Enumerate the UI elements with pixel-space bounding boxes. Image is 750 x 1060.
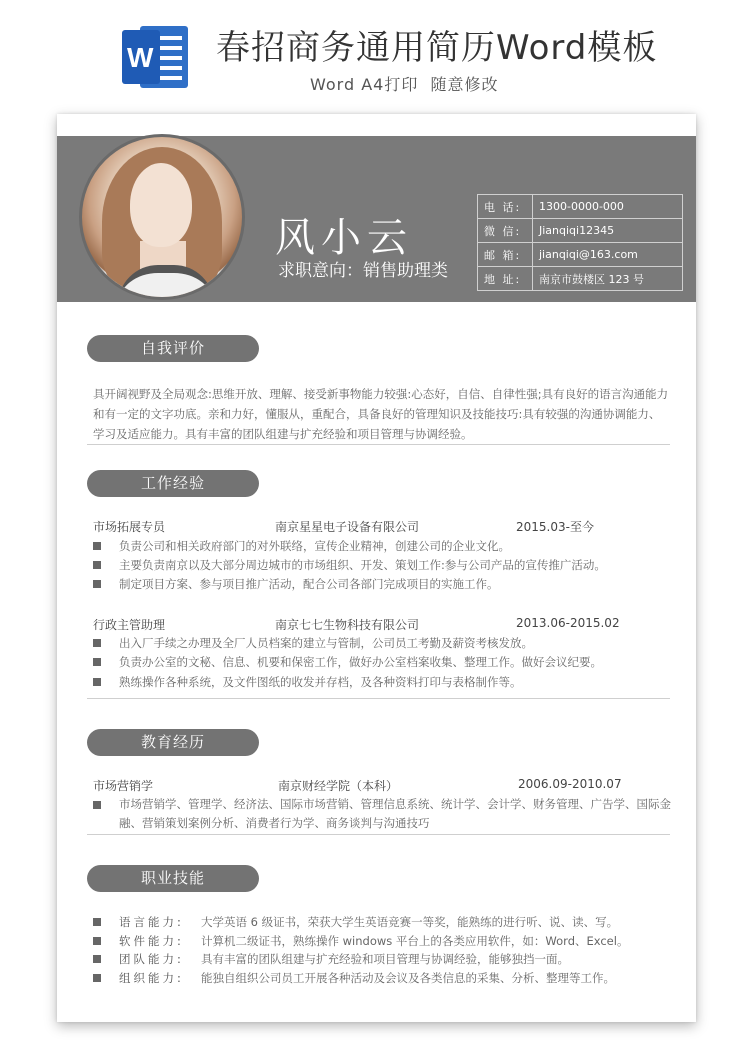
contact-value: 1300-0000-000 bbox=[533, 195, 683, 219]
contact-label: 微 信: bbox=[478, 219, 533, 243]
list-item bbox=[93, 795, 673, 833]
profile-photo bbox=[79, 134, 245, 300]
job-intent-value: 销售助理类 bbox=[363, 261, 448, 281]
skill-value: 能独自组织公司员工开展各种活动及会议及各类信息的采集、分析、整理等工作。 bbox=[201, 971, 615, 985]
divider bbox=[87, 698, 670, 699]
contact-value: jianqiqi@163.com bbox=[533, 243, 683, 267]
section-title-self-eval: 自我评价 bbox=[87, 335, 259, 362]
banner-subtitle bbox=[310, 72, 504, 95]
bullet-square-icon bbox=[93, 801, 101, 809]
contact-row-email bbox=[478, 243, 683, 267]
contact-row-wechat bbox=[478, 219, 683, 243]
education-major: 市场营销学 bbox=[93, 779, 154, 793]
contact-label: 电 话: bbox=[478, 195, 533, 219]
logo-letter: W bbox=[127, 42, 154, 73]
skill-label: 软件能力: bbox=[119, 934, 184, 948]
skill-label: 团队能力: bbox=[119, 952, 184, 966]
job-intent bbox=[278, 256, 448, 281]
section-title-work: 工作经验 bbox=[87, 470, 259, 497]
bullet-square-icon bbox=[93, 955, 101, 963]
bullet-square-icon bbox=[93, 974, 101, 982]
education-period: 2006.09-2010.07 bbox=[518, 777, 622, 791]
job-intent-label: 求职意向： bbox=[278, 261, 363, 281]
word-logo-icon bbox=[122, 22, 190, 92]
contact-value: Jianqiqi12345 bbox=[533, 219, 683, 243]
job-company: 南京七七生物科技有限公司 bbox=[275, 618, 420, 632]
self-eval-text: 具开阔视野及全局观念:思维开放、理解、接受新事物能力较强:心态好，自信、自律性强;具有良好的语言沟通能力和有一定的文字功底。亲和力好，懂服从，重配合，具备良好的管理知识及技能技巧:具有较强的沟通协调能力、学习及适应能力。具有丰富的团队组建与扩充经验和项目管理与协调经验。 bbox=[93, 387, 669, 441]
skill-label: 组织能力: bbox=[119, 971, 184, 985]
bullet-square-icon bbox=[93, 658, 101, 666]
contact-value: 南京市鼓楼区 123 号 bbox=[533, 267, 683, 291]
contact-table bbox=[477, 194, 683, 291]
bullet-square-icon bbox=[93, 918, 101, 926]
banner-title: 春招商务通用简历Word模板 bbox=[216, 28, 658, 68]
section-title-skills: 职业技能 bbox=[87, 865, 259, 892]
candidate-name: 风小云 bbox=[275, 215, 413, 261]
divider bbox=[87, 444, 670, 445]
job-period: 2015.03-至今 bbox=[516, 520, 594, 534]
banner-subtitle-a: Word A4打印 bbox=[310, 75, 419, 94]
skill-value: 计算机二级证书，熟练操作 windows 平台上的各类应用软件，如：Word、Excel。 bbox=[201, 934, 629, 948]
skill-label: 语言能力: bbox=[119, 915, 184, 929]
section-title-education: 教育经历 bbox=[87, 729, 259, 756]
bullet-square-icon bbox=[93, 937, 101, 945]
contact-label: 地 址: bbox=[478, 267, 533, 291]
divider bbox=[87, 834, 670, 835]
bullet-square-icon bbox=[93, 678, 101, 686]
bullet-square-icon bbox=[93, 639, 101, 647]
education-school: 南京财经学院（本科） bbox=[278, 779, 399, 793]
education-courses: 市场营销学、管理学、经济法、国际市场营销、管理信息系统、统计学、会计学、财务管理、广告学、国际金融、营销策划案例分析、消费者行为学、商务谈判与沟通技巧 bbox=[119, 797, 671, 830]
job-period: 2013.06-2015.02 bbox=[516, 616, 620, 630]
banner-subtitle-b: 随意修改 bbox=[430, 75, 499, 94]
contact-row-phone bbox=[478, 195, 683, 219]
bullet-square-icon bbox=[93, 542, 101, 550]
job-title: 市场拓展专员 bbox=[93, 520, 166, 534]
skill-value: 具有丰富的团队组建与扩充经验和项目管理与协调经验，能够独挡一面。 bbox=[201, 952, 569, 966]
contact-label: 邮 箱: bbox=[478, 243, 533, 267]
contact-row-address bbox=[478, 267, 683, 291]
job-title: 行政主管助理 bbox=[93, 618, 166, 632]
job-company: 南京星星电子设备有限公司 bbox=[275, 520, 420, 534]
bullet-square-icon bbox=[93, 580, 101, 588]
resume-page: 风小云 求职意向：销售助理类 电 话: 1300-0000-000 微 信: Jianqiqi12345 邮 箱: jianqiqi@163.com 地 址: 南京市鼓楼区 123 号 自我评价 具开阔视野及全局观念:思维开放、理解、接受新事物能力较强:心态好，自信、自律性强;具有良好的语言沟通能力和有一定的文字功底。亲和力好，懂服从，重配合，具备良好的管理知识及技能技巧:具有较强的沟通协调能力、学习及适应能力。具有丰富的团队组建与扩充经验和项目管理与协调经验。 工作经验 市场拓展专员 南京星星电子设备有限公司 2015.03-至今 负责公司和相关政府部门的对外联络，宣传企业精神，创建公司的企业文化。 主要负责南京以及大部分周边城市的市场组织、开发、策划工作:参与公司产品的宣传推广活动。 制定项目方案、参与项目推广活动，配合公司各部门完成项目的实施工作。 行政主管助理 南京七七生物科技有限公司 2013.06-2015.02 出入厂手续之办理及全厂人员档案的建立与管制，公司员工考勤及薪资考核发放。 负责办公室的文秘、信息、机要和保密工作，做好办公室档案收集、整理工作。做好会议纪要。 熟练操作各种系统，及文件图纸的收发并存档，及各种资料打印与表格制作等。 教育经历 市场营销学 南京财经学院（本科） 2006.09-2010.07 市场营销学、管理学、经济法、国际市场营销、管理信息系统、统计学、会计学、财务管理、广告学、国际金融、营销策划案例分析、消费者行为学、商务谈判与沟通技巧 职业技能 语言能力: 大学英语 6 级证书，荣获大学生英语竞赛一等奖，能熟练的进行听、说、读、写。 软件能力: 计算机二级证书，熟练操作 windows 平台上的各类应用软件，如：Word、Excel。 团队能力: 具有丰富的团队组建与扩充经验和项目管理与协调经验，能够独挡一面。 组织能力: 能独自组织公司员工开展各种活动及会议及各类信息的采集、分析、整理等工作。 bbox=[57, 114, 696, 1022]
skill-value: 大学英语 6 级证书，荣获大学生英语竞赛一等奖，能熟练的进行听、说、读、写。 bbox=[201, 915, 619, 929]
bullet-square-icon bbox=[93, 561, 101, 569]
